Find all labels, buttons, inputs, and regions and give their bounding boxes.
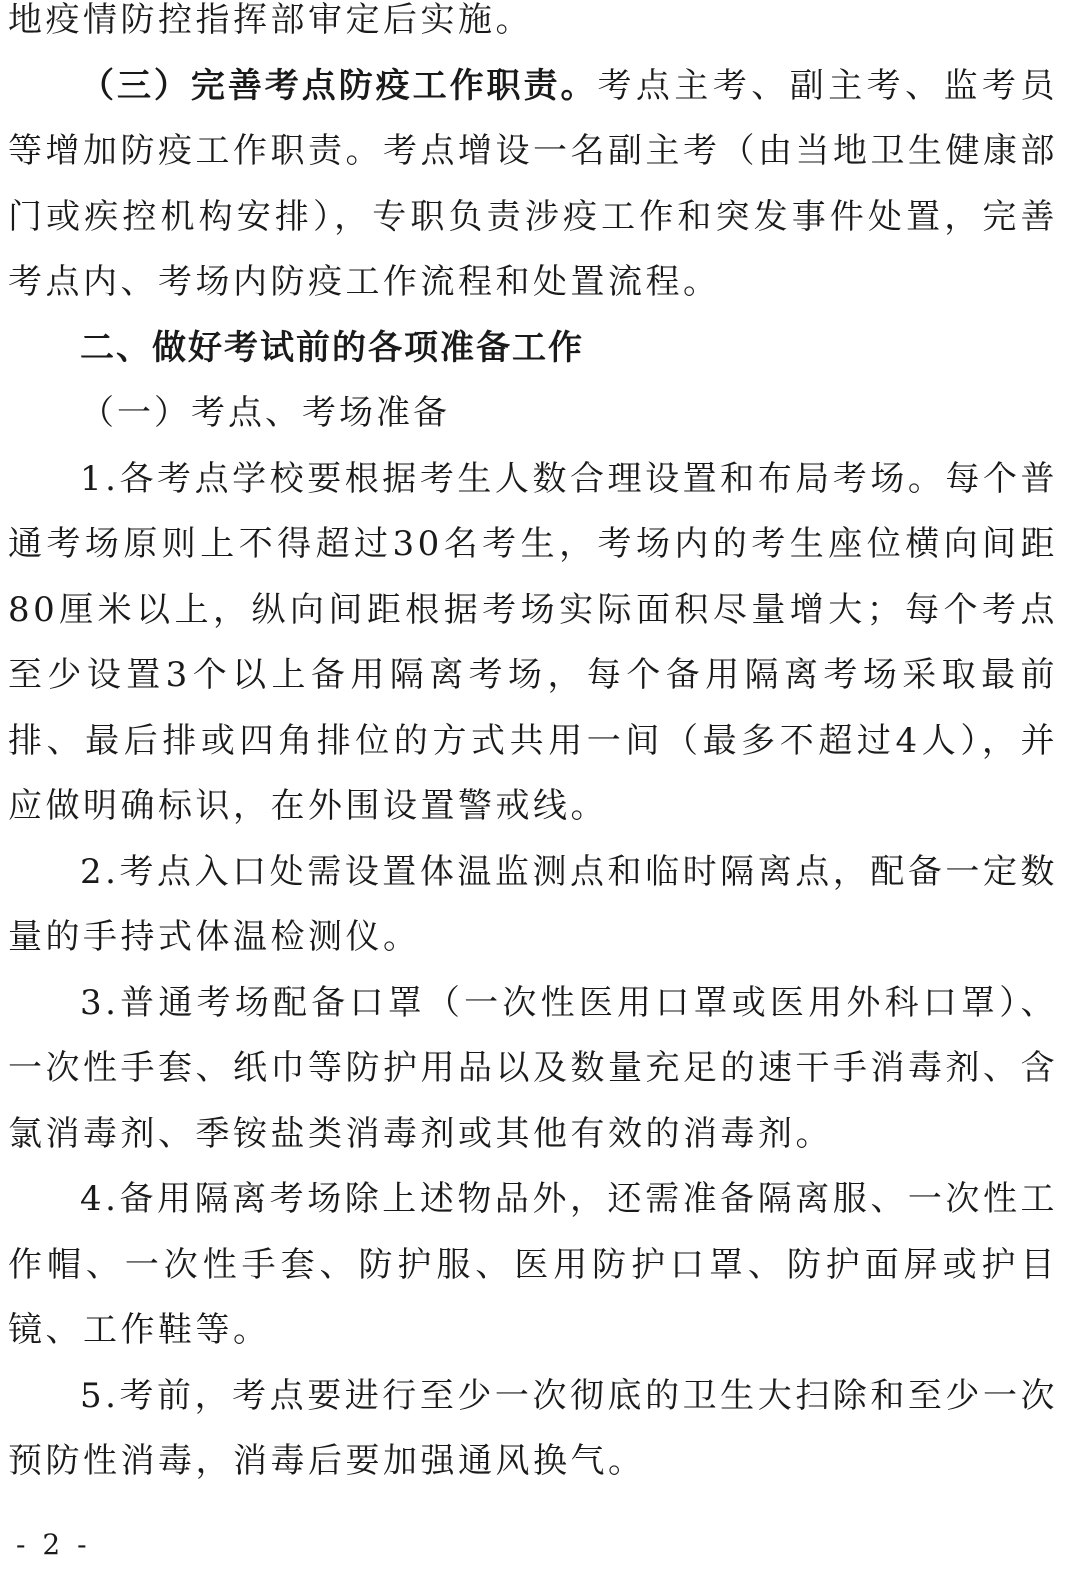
item-4: 4.备用隔离考场除上述物品外，还需准备隔离服、一次性工作帽、一次性手套、防护服、医用防护口罩、防护面屏或护目镜、工作鞋等。 xyxy=(8,1179,1058,1350)
section-3-paragraph xyxy=(8,54,1058,316)
sub-heading-1: （一）考点、考场准备 xyxy=(80,393,450,433)
section-3-lead: （三）完善考点防疫工作职责。 xyxy=(80,65,598,106)
section-heading-2: 二、做好考试前的各项准备工作 xyxy=(80,327,584,368)
page-number: - 2 - xyxy=(16,1528,91,1561)
section-3-body: 考点主考、副主考、监考员等增加防疫工作职责。考点增设一名副主考（由当地卫生健康部门或疾控机构安排），专职负责涉疫工作和突发事件处置，完善考点内、考场内防疫工作流程和处置流程。 xyxy=(8,65,1059,302)
document-page xyxy=(8,0,1058,1495)
item-2: 2.考点入口处需设置体温监测点和临时隔离点，配备一定数量的手持式体温检测仪。 xyxy=(8,851,1058,957)
intro-line: 地疫情防控指挥部审定后实施。 xyxy=(8,0,533,40)
item-3: 3.普通考场配备口罩（一次性医用口罩或医用外科口罩）、一次性手套、纸巾等防护用品以及数量充足的速干手消毒剂、含氯消毒剂、季铵盐类消毒剂或其他有效的消毒剂。 xyxy=(8,982,1058,1154)
item-1: 1.各考点学校要根据考生人数合理设置和布局考场。每个普通考场原则上不得超过30名考生，考场内的考生座位横向间距80厘米以上，纵向间距根据考场实际面积尽量增大；每个考点至少设置3个以上备用隔离考场，每个备用隔离考场采取最前排、最后排或四角排位的方式共用一间（最多不超过4人），并应做明确标识，在外围设置警戒线。 xyxy=(8,458,1058,826)
item-5: 5.考前，考点要进行至少一次彻底的卫生大扫除和至少一次预防性消毒，消毒后要加强通风换气。 xyxy=(8,1375,1058,1481)
